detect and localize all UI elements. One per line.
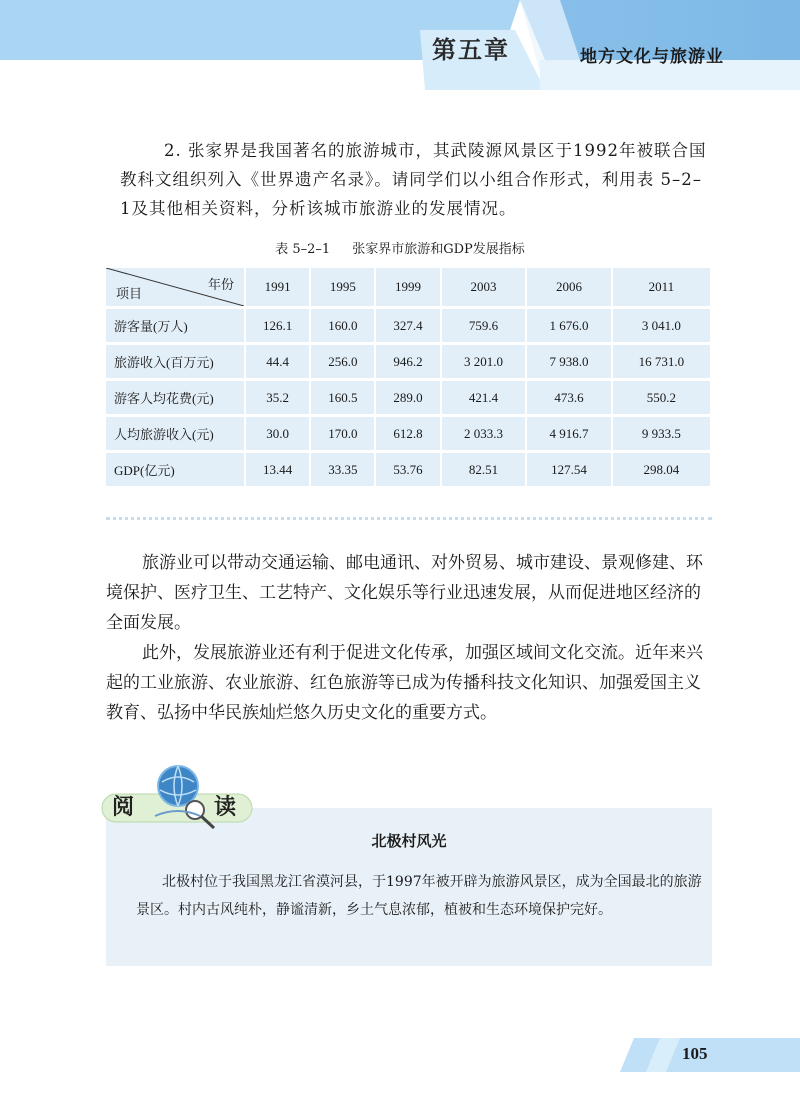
table-caption-number: 表 5–2–1 (275, 242, 331, 257)
reading-title: 北极村风光 (371, 832, 447, 850)
table-cell: 759.6 (442, 309, 528, 345)
chapter-label: 第五章 (432, 35, 510, 64)
table-cell: 13.44 (246, 453, 311, 489)
table-cell: 946.2 (376, 345, 441, 381)
reading-badge-char: 阅 (112, 794, 135, 820)
table-row (106, 345, 712, 381)
table-cell: 33.35 (311, 453, 376, 489)
data-table (106, 268, 712, 489)
exercise-paragraph (120, 136, 710, 223)
reading-badge-char: 读 (214, 794, 237, 820)
row-label: 人均旅游收入(元) (106, 417, 246, 453)
body-text (106, 548, 716, 728)
table-cell: 53.76 (376, 453, 441, 489)
table-cell: 327.4 (376, 309, 441, 345)
table-cell: 1 676.0 (527, 309, 613, 345)
corner-year-label: 年份 (207, 277, 234, 292)
row-label: 游客量(万人) (106, 309, 246, 345)
body-paragraph: 旅游业可以带动交通运输、邮电通讯、对外贸易、城市建设、景观修建、环境保护、医疗卫生、工艺特产、文化娱乐等行业迅速发展，从而促进地区经济的全面发展。 (106, 553, 703, 633)
table-header-row (106, 268, 712, 309)
exercise-text: 2. 张家界是我国著名的旅游城市，其武陵源风景区于1992年被联合国教科文组织列入《世界遗产名录》。请同学们以小组合作形式，利用表 5–2–1及其他相关资料，分析该城市旅游业的发展情况。 (120, 141, 707, 218)
table-cell: 298.04 (613, 453, 712, 489)
table-cell: 473.6 (527, 381, 613, 417)
page-number-tab (620, 1038, 800, 1072)
table-cell: 35.2 (246, 381, 311, 417)
table-cell: 9 933.5 (613, 417, 712, 453)
table-caption (0, 238, 800, 257)
year-header: 2003 (442, 268, 528, 309)
row-label: 游客人均花费(元) (106, 381, 246, 417)
table-cell: 3 201.0 (442, 345, 528, 381)
table-cell: 82.51 (442, 453, 528, 489)
table-row (106, 453, 712, 489)
table-cell: 16 731.0 (613, 345, 712, 381)
body-paragraph: 此外，发展旅游业还有利于促进文化传承，加强区域间文化交流。近年来兴起的工业旅游、农业旅游、红色旅游等已成为传播科技文化知识、加强爱国主义教育、弘扬中华民族灿烂悠久历史文化的重要方式。 (106, 643, 703, 723)
table-cell: 550.2 (613, 381, 712, 417)
table-corner-cell (106, 268, 246, 309)
year-header: 2006 (527, 268, 613, 309)
table-cell: 2 033.3 (442, 417, 528, 453)
table-cell: 44.4 (246, 345, 311, 381)
table-cell: 30.0 (246, 417, 311, 453)
chapter-title: 地方文化与旅游业 (580, 47, 724, 67)
year-header: 1995 (311, 268, 376, 309)
page-number: 105 (682, 1044, 708, 1063)
table-cell: 612.8 (376, 417, 441, 453)
table-row (106, 417, 712, 453)
year-header: 1999 (376, 268, 441, 309)
dotted-divider (106, 517, 712, 520)
table-cell: 126.1 (246, 309, 311, 345)
table-cell: 3 041.0 (613, 309, 712, 345)
corner-item-label: 项目 (116, 286, 143, 301)
table-cell: 127.54 (527, 453, 613, 489)
table-row (106, 309, 712, 345)
table-caption-title: 张家界市旅游和GDP发展指标 (352, 242, 525, 257)
reading-text: 北极村位于我国黑龙江省漠河县，于1997年被开辟为旅游风景区，成为全国最北的旅游景区。村内古风纯朴，静谧清新，乡土气息浓郁，植被和生态环境保护完好。 (136, 874, 702, 918)
table-cell: 160.5 (311, 381, 376, 417)
reading-body (136, 868, 702, 924)
table-row (106, 381, 712, 417)
table-cell: 256.0 (311, 345, 376, 381)
table-cell: 160.0 (311, 309, 376, 345)
table-cell: 289.0 (376, 381, 441, 417)
year-header: 1991 (246, 268, 311, 309)
row-label: 旅游收入(百万元) (106, 345, 246, 381)
row-label: GDP(亿元) (106, 453, 246, 489)
year-header: 2011 (613, 268, 712, 309)
table-cell: 421.4 (442, 381, 528, 417)
table-cell: 170.0 (311, 417, 376, 453)
table-cell: 4 916.7 (527, 417, 613, 453)
table-cell: 7 938.0 (527, 345, 613, 381)
